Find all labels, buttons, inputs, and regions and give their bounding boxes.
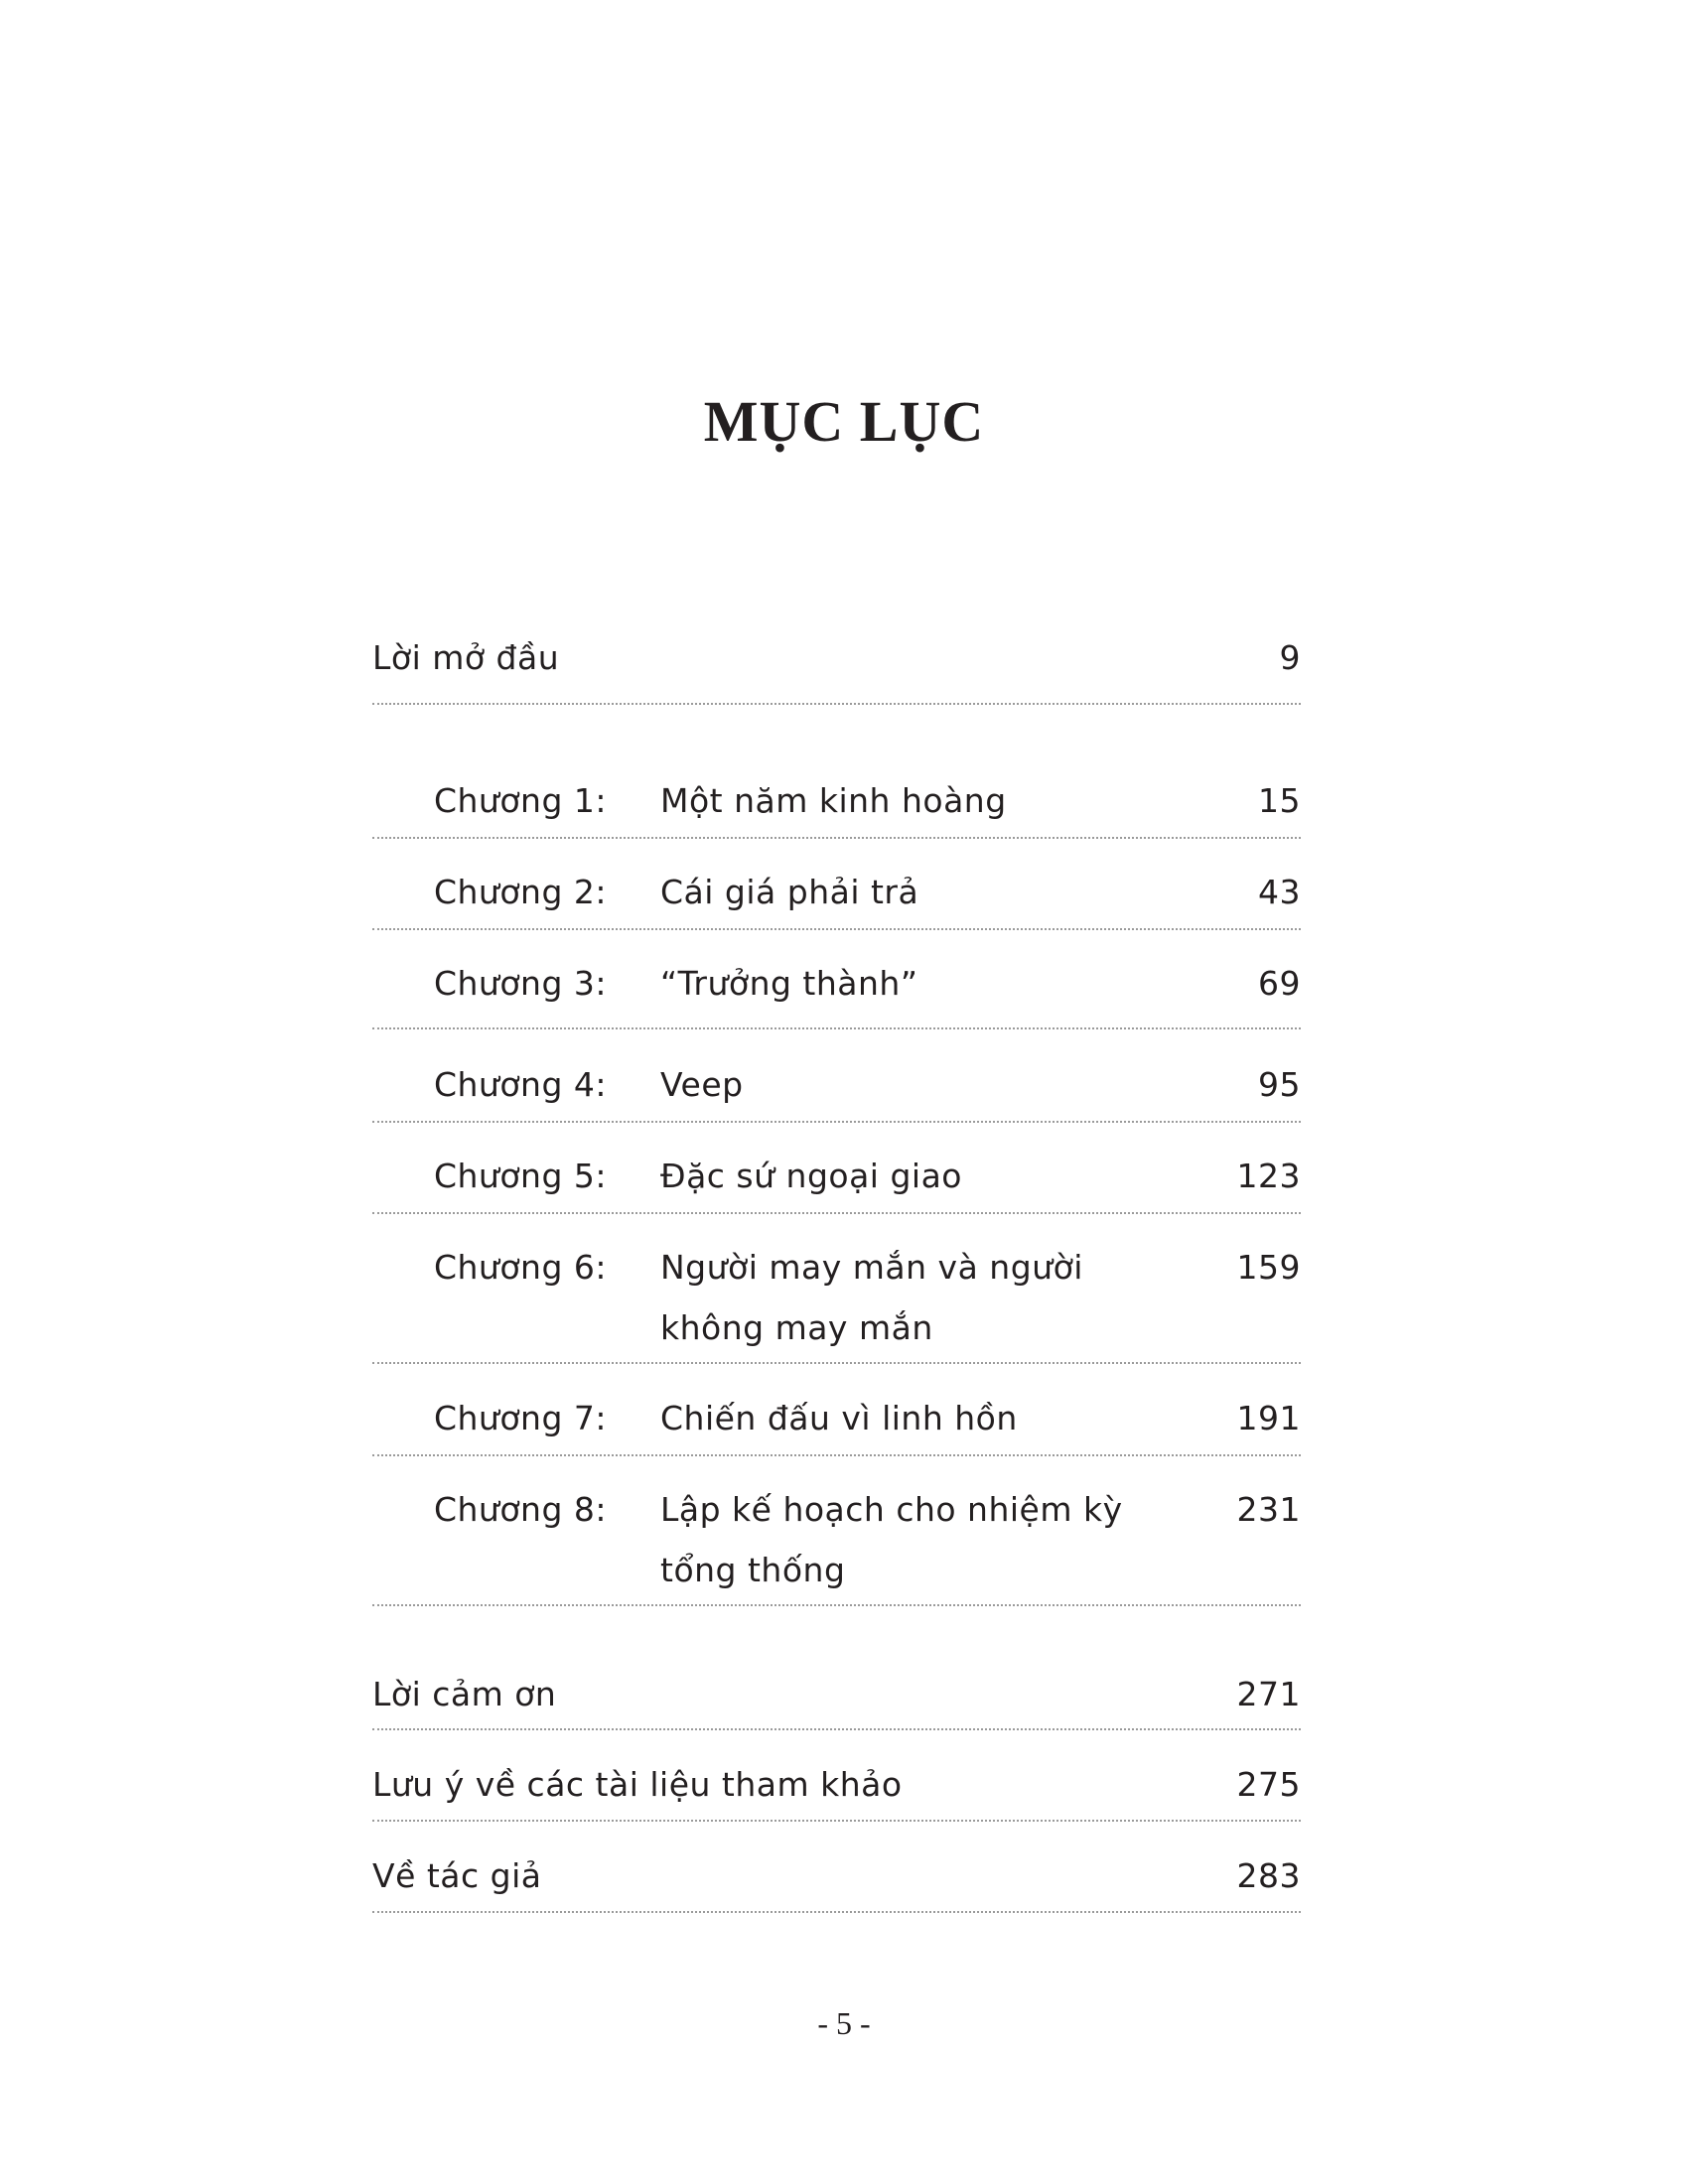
chapter-number: Chương 4: (433, 1065, 607, 1104)
chapter-number: Chương 3: (433, 964, 607, 1003)
toc-chapter-3[interactable] (372, 953, 1301, 1029)
chapter-page: 95 (1258, 1065, 1301, 1104)
page-title: MỤC LỤC (703, 389, 985, 454)
toc-entry-intro[interactable] (372, 627, 1301, 705)
page-number: - 5 - (817, 2005, 871, 2041)
chapter-number: Chương 6: (433, 1248, 607, 1287)
toc-entry-label: Lưu ý về các tài liệu tham khảo (372, 1765, 903, 1804)
chapter-title: Lập kế hoạch cho nhiệm kỳ tổng thống (660, 1490, 1123, 1589)
chapter-page: 191 (1236, 1399, 1301, 1437)
chapter-page: 69 (1258, 964, 1301, 1003)
toc-entry-page: 283 (1236, 1856, 1301, 1895)
toc-chapter-2[interactable] (372, 862, 1301, 930)
chapter-number: Chương 8: (433, 1490, 607, 1529)
toc-entry-about-author[interactable] (372, 1845, 1301, 1913)
toc-entry-page: 271 (1236, 1675, 1301, 1713)
chapter-number: Chương 5: (433, 1157, 607, 1195)
toc-entry-page: 9 (1279, 638, 1301, 677)
toc-chapter-1[interactable] (372, 770, 1301, 839)
chapter-page: 43 (1258, 873, 1301, 911)
toc-entry-label: Về tác giả (372, 1856, 542, 1895)
chapter-title: Người may mắn và người không may mắn (660, 1248, 1083, 1347)
toc-chapter-4[interactable] (372, 1054, 1301, 1123)
chapter-page: 159 (1236, 1248, 1301, 1287)
toc-entry-references-note[interactable] (372, 1754, 1301, 1822)
toc-entry-acknowledgements[interactable] (372, 1664, 1301, 1730)
toc-entry-label: Lời cảm ơn (372, 1675, 557, 1713)
toc-entry-page: 275 (1236, 1765, 1301, 1804)
chapter-title: Đặc sứ ngoại giao (660, 1157, 962, 1195)
chapter-page: 123 (1236, 1157, 1301, 1195)
chapter-title: “Trưởng thành” (660, 964, 918, 1003)
chapter-title: Veep (660, 1065, 744, 1104)
toc-chapter-8[interactable] (372, 1479, 1301, 1606)
toc-entry-label: Lời mở đầu (372, 638, 560, 677)
chapter-title: Cái giá phải trả (660, 873, 919, 911)
chapter-number: Chương 7: (433, 1399, 607, 1437)
chapter-page: 15 (1258, 781, 1301, 820)
chapter-title: Một năm kinh hoàng (660, 781, 1007, 820)
toc-chapter-6[interactable] (372, 1237, 1301, 1364)
toc-chapter-5[interactable] (372, 1146, 1301, 1214)
chapter-title: Chiến đấu vì linh hồn (660, 1399, 1018, 1437)
chapter-page: 231 (1236, 1490, 1301, 1529)
chapter-number: Chương 1: (433, 781, 607, 820)
chapter-number: Chương 2: (433, 873, 607, 911)
toc-chapter-7[interactable] (372, 1388, 1301, 1456)
